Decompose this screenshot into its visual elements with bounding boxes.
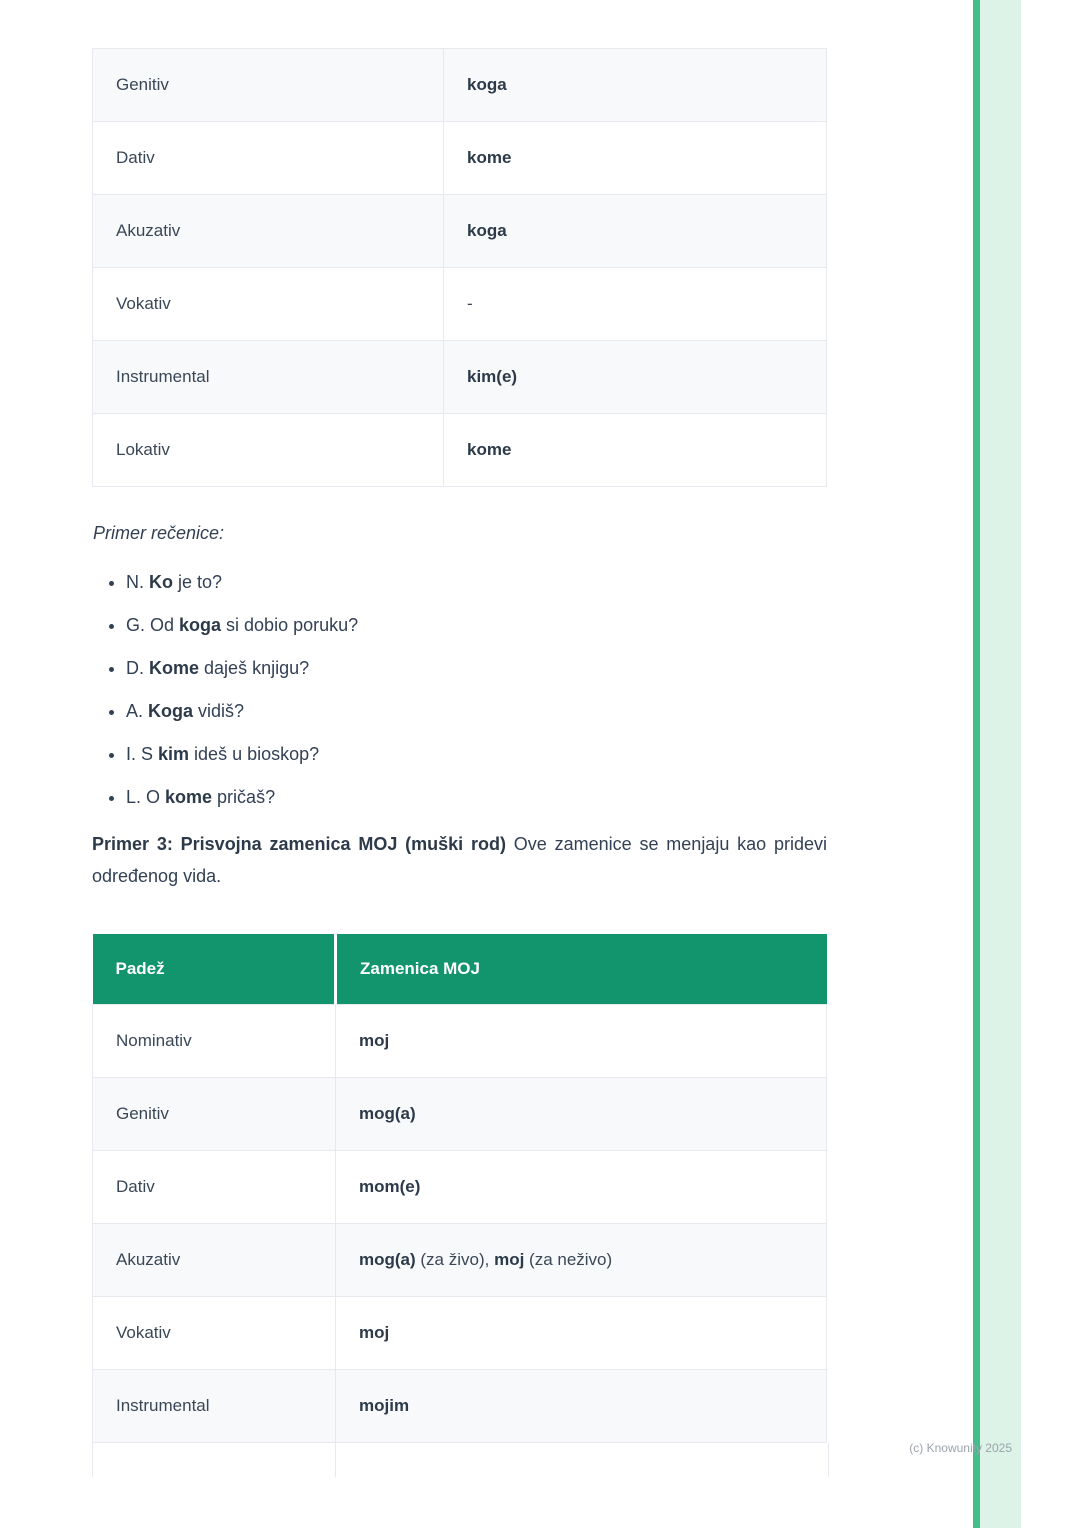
bold-text: kim (158, 744, 190, 764)
form-value-cell (444, 414, 827, 487)
table-row (93, 1005, 827, 1078)
moj-declension-table (92, 934, 827, 1443)
form-value-cell (336, 1224, 827, 1297)
case-label-cell: Vokativ (93, 268, 444, 341)
plain-text: daješ knjigu? (199, 658, 310, 678)
bold-text: Primer 3: Prisvojna zamenica MOJ (muški rod) (92, 834, 506, 854)
bold-text: koga (179, 615, 222, 635)
plain-text: (za živo), (415, 1250, 495, 1269)
right-accent-band (980, 0, 1021, 1528)
form-value-cell (336, 1370, 827, 1443)
form-value-cell (336, 1005, 827, 1078)
plain-text: Ove zamenice se menjaju kao pridevi određenog vida. (92, 834, 827, 886)
table-row (93, 49, 827, 122)
moj-header-zamenica: Zamenica MOJ (336, 934, 827, 1005)
form-value-cell (336, 1297, 827, 1370)
bold-text: Kome (149, 658, 200, 678)
plain-text: ideš u bioskop? (189, 744, 320, 764)
form-value-cell (336, 1151, 827, 1224)
bold-text: Ko (149, 572, 174, 592)
ko-table-body (93, 49, 827, 487)
plain-text: D. (126, 658, 150, 678)
bold-text: kome (467, 440, 512, 459)
table-row (93, 1370, 827, 1443)
table-row (93, 341, 827, 414)
plain-text: - (467, 294, 473, 313)
bold-text: moj (359, 1323, 390, 1342)
case-label-cell: Instrumental (93, 1370, 336, 1443)
example-list-item (126, 570, 827, 594)
form-value-cell (444, 341, 827, 414)
case-label-cell: Dativ (93, 122, 444, 195)
bold-text: koga (467, 75, 507, 94)
bold-text: kome (467, 148, 512, 167)
plain-text: N. (126, 572, 150, 592)
bold-text: mog(a) (359, 1250, 416, 1269)
plain-text: G. Od (126, 615, 180, 635)
case-label-cell: Dativ (93, 1151, 336, 1224)
plain-text: pričaš? (212, 787, 276, 807)
form-value-cell (444, 195, 827, 268)
table-row (93, 1151, 827, 1224)
bold-text: mog(a) (359, 1104, 416, 1123)
form-value-cell (444, 122, 827, 195)
table-row (93, 122, 827, 195)
ko-declension-table (92, 48, 827, 487)
moj-header-row (93, 934, 827, 1005)
bold-text: mom(e) (359, 1177, 421, 1196)
example-list-item (126, 785, 827, 809)
bold-text: koga (467, 221, 507, 240)
example-list-item (126, 656, 827, 680)
copyright-text: (c) Knowunity 2025 (909, 1441, 1012, 1455)
right-accent-line (973, 0, 980, 1528)
plain-text: A. (126, 701, 149, 721)
case-label-cell: Vokativ (93, 1297, 336, 1370)
moj-table-header (93, 934, 827, 1005)
plain-text: je to? (173, 572, 223, 592)
plain-text: (za neživo) (524, 1250, 613, 1269)
moj-header-padez: Padež (93, 934, 336, 1005)
case-label-cell: Nominativ (93, 1005, 336, 1078)
plain-text: vidiš? (193, 701, 245, 721)
moj-table-partial-row (92, 1443, 829, 1477)
form-value-cell (444, 49, 827, 122)
document-content (92, 0, 827, 1477)
table-row (93, 1297, 827, 1370)
plain-text: si dobio poruku? (221, 615, 359, 635)
plain-text: I. S (126, 744, 159, 764)
plain-text: L. O (126, 787, 166, 807)
table-row (93, 414, 827, 487)
table-row (93, 268, 827, 341)
column-divider (335, 1443, 336, 1477)
example-list-item (126, 613, 827, 637)
bold-text: mojim (359, 1396, 410, 1415)
case-label-cell: Akuzativ (93, 1224, 336, 1297)
form-value-cell (336, 1078, 827, 1151)
primer3-paragraph (92, 828, 827, 892)
moj-table-body (93, 1005, 827, 1443)
bold-text: moj (494, 1250, 525, 1269)
bold-text: Koga (148, 701, 194, 721)
case-label-cell: Genitiv (93, 1078, 336, 1151)
case-label-cell: Akuzativ (93, 195, 444, 268)
form-value-cell (444, 268, 827, 341)
example-heading: Primer rečenice: (93, 523, 225, 543)
case-label-cell: Genitiv (93, 49, 444, 122)
example-list-item (126, 742, 827, 766)
example-list (92, 570, 827, 809)
bold-text: kim(e) (467, 367, 518, 386)
table-row (93, 1078, 827, 1151)
case-label-cell: Lokativ (93, 414, 444, 487)
table-row (93, 195, 827, 268)
case-label-cell: Instrumental (93, 341, 444, 414)
table-row (93, 1224, 827, 1297)
example-list-item (126, 699, 827, 723)
bold-text: kome (165, 787, 213, 807)
bold-text: moj (359, 1031, 390, 1050)
